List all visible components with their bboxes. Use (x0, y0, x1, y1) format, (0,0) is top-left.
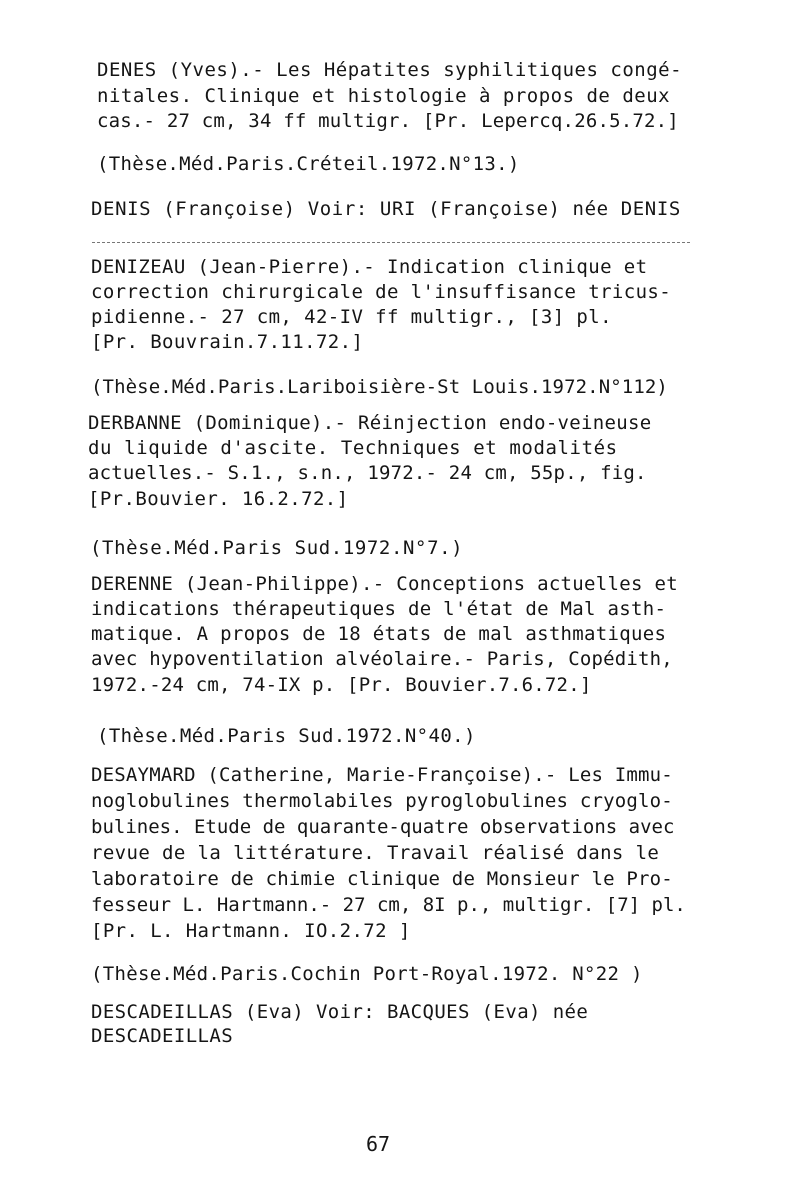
entry-denizeau-line-1: DENIZEAU (Jean-Pierre).- Indication clinique et (91, 256, 648, 278)
entry-derenne-these: (Thèse.Méd.Paris Sud.1972.N°40.) (97, 725, 476, 747)
entry-derbanne-line-1: DERBANNE (Dominique).- Réinjection endo-veineuse (88, 412, 652, 434)
entry-descadeillas-line-2: DESCADEILLAS (91, 1025, 234, 1047)
entry-denes-line-1: DENES (Yves).- Les Hépatites syphilitiques congé- (97, 59, 683, 81)
entry-desaymard-line-5: laboratoire de chimie clinique de Monsieur le Pro- (91, 868, 673, 890)
entry-desaymard-these: (Thèse.Méd.Paris.Cochin Port-Royal.1972. N°22 ) (91, 963, 643, 985)
entry-desaymard-line-3: bulines. Etude de quarante-quatre observations avec (91, 816, 675, 838)
entry-derbanne-line-3: actuelles.- S.1., s.n., 1972.- 24 cm, 55p., fig. (88, 462, 647, 484)
entry-descadeillas-line-1: DESCADEILLAS (Eva) Voir: BACQUES (Eva) née (91, 1001, 589, 1023)
entry-denes-line-3: cas.- 27 cm, 34 ff multigr. [Pr. Lepercq.26.5.72.] (97, 110, 679, 132)
entry-desaymard-line-2: noglobulines thermolabiles pyroglobulines cryoglo- (91, 790, 673, 812)
entry-denizeau-these: (Thèse.Méd.Paris.Lariboisière-St Louis.1972.N°112) (91, 376, 668, 398)
entry-denizeau-line-4: [Pr. Bouvrain.7.11.72.] (91, 331, 364, 353)
page-number: 67 (366, 1132, 391, 1156)
separator-rule (92, 242, 690, 243)
entry-denizeau-line-3: pidienne.- 27 cm, 42-IV ff multigr., [3] pl. (91, 306, 612, 328)
entry-desaymard-line-1: DESAYMARD (Catherine, Marie-Françoise).- Les Immu- (91, 764, 673, 786)
entry-denizeau-line-2: correction chirurgicale de l'insuffisance tricus- (91, 281, 672, 303)
entry-derenne-line-5: 1972.-24 cm, 74-IX p. [Pr. Bouvier.7.6.72.] (91, 674, 592, 696)
entry-derbanne-line-2: du liquide d'ascite. Techniques et modalités (88, 437, 618, 459)
entry-derbanne-these: (Thèse.Méd.Paris Sud.1972.N°7.) (90, 537, 464, 559)
entry-denis-line-1: DENIS (Françoise) Voir: URI (Françoise) née DENIS (91, 198, 681, 220)
entry-derenne-line-4: avec hypoventilation alvéolaire.- Paris, Copédith, (91, 648, 673, 670)
entry-desaymard-line-7: [Pr. L. Hartmann. IO.2.72 ] (91, 920, 411, 942)
entry-derbanne-line-4: [Pr.Bouvier. 16.2.72.] (88, 488, 349, 510)
entry-desaymard-line-6: fesseur L. Hartmann.- 27 cm, 8I p., multigr. [7] pl. (91, 894, 686, 916)
entry-denes-line-2: nitales. Clinique et histologie à propos de deux (97, 85, 671, 107)
entry-derenne-line-1: DERENNE (Jean-Philippe).- Conceptions actuelles et (91, 573, 678, 595)
entry-desaymard-line-4: revue de la littérature. Travail réalisé dans le (91, 842, 660, 864)
entry-denes-these: (Thèse.Méd.Paris.Créteil.1972.N°13.) (97, 153, 520, 175)
entry-derenne-line-2: indications thérapeutiques de l'état de Mal asth- (91, 598, 667, 620)
entry-derenne-line-3: matique. A propos de 18 états de mal asthmatiques (91, 623, 667, 645)
